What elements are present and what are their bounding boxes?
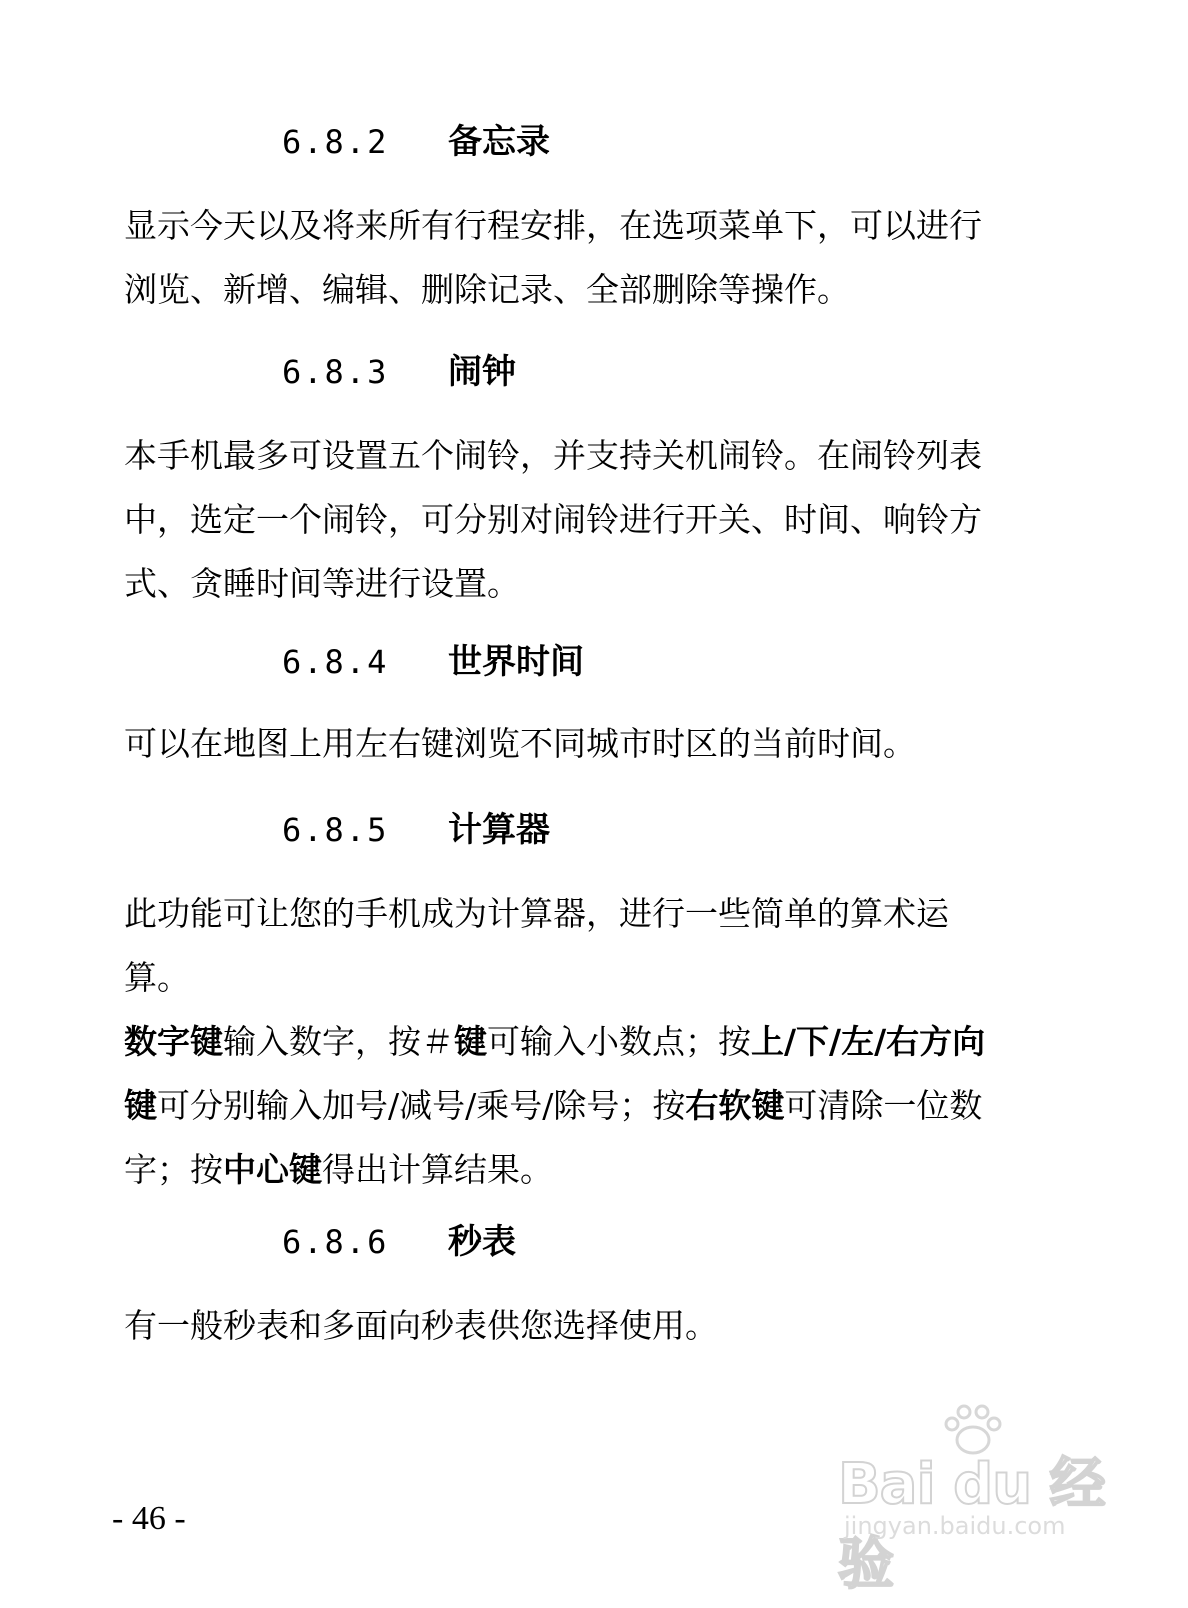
text-run: 中，选定一个闹铃，可分别对闹铃进行开关、时间、响铃方 bbox=[124, 500, 982, 539]
text-run: 字；按 bbox=[124, 1150, 223, 1189]
bold-key-term: 键 bbox=[454, 1022, 487, 1061]
text-run: 得出计算结果。 bbox=[322, 1150, 553, 1189]
section-body bbox=[124, 882, 1054, 1202]
watermark-brand: Bai du 经验 bbox=[838, 1452, 1105, 1597]
section-number: 6.8.6 bbox=[282, 1223, 389, 1261]
text-line bbox=[124, 712, 1054, 776]
bold-key-term: 右软键 bbox=[685, 1086, 785, 1125]
baidu-jingyan-watermark bbox=[838, 1400, 1108, 1597]
text-run: 有一般秒表和多面向秒表供您选择使用。 bbox=[124, 1306, 718, 1345]
text-line bbox=[124, 258, 1054, 322]
section-title: 世界时间 bbox=[448, 642, 584, 682]
text-run: 浏览、新增、编辑、删除记录、全部删除等操作。 bbox=[124, 270, 850, 309]
bold-key-term: 键 bbox=[124, 1086, 157, 1125]
text-run: 算。 bbox=[124, 958, 190, 997]
section-number: 6.8.4 bbox=[282, 643, 389, 681]
text-line bbox=[124, 488, 1054, 552]
section-heading-6-8-2 bbox=[0, 116, 1188, 168]
bold-key-term: 上/下/左/右方向 bbox=[751, 1022, 986, 1061]
text-line bbox=[124, 194, 1054, 258]
section-heading-6-8-5 bbox=[0, 804, 1188, 856]
text-line bbox=[124, 946, 1054, 1010]
section-number: 6.8.2 bbox=[282, 123, 389, 161]
text-line bbox=[124, 1294, 1054, 1358]
section-body bbox=[124, 424, 1054, 616]
section-heading-6-8-4 bbox=[0, 636, 1188, 688]
text-line bbox=[124, 1074, 1054, 1138]
section-heading-6-8-3 bbox=[0, 346, 1188, 398]
section-heading-6-8-6 bbox=[0, 1216, 1188, 1268]
text-run: 可输入小数点；按 bbox=[487, 1022, 751, 1061]
text-run: 本手机最多可设置五个闹铃，并支持关机闹铃。在闹铃列表 bbox=[124, 436, 982, 475]
text-line bbox=[124, 552, 1054, 616]
text-line bbox=[124, 1138, 1054, 1202]
section-title: 闹钟 bbox=[448, 352, 516, 392]
text-run: 可清除一位数 bbox=[784, 1086, 983, 1125]
text-line bbox=[124, 424, 1054, 488]
text-run: 输入数字，按＃ bbox=[223, 1022, 454, 1061]
bold-key-term: 中心键 bbox=[223, 1150, 322, 1189]
text-run: 显示今天以及将来所有行程安排，在选项菜单下，可以进行 bbox=[124, 206, 982, 245]
watermark-url: jingyan.baidu.com bbox=[844, 1512, 1066, 1540]
section-title: 备忘录 bbox=[448, 122, 550, 162]
text-run: 可分别输入加号/减号/乘号/除号；按 bbox=[157, 1086, 686, 1125]
section-body bbox=[124, 194, 1054, 322]
section-body bbox=[124, 712, 1054, 776]
section-title: 秒表 bbox=[448, 1222, 516, 1262]
bold-key-term: 数字键 bbox=[124, 1022, 223, 1061]
section-number: 6.8.5 bbox=[282, 811, 389, 849]
section-title: 计算器 bbox=[448, 810, 550, 850]
text-line bbox=[124, 882, 1054, 946]
text-run: 此功能可让您的手机成为计算器，进行一些简单的算术运 bbox=[124, 894, 949, 933]
text-line bbox=[124, 1010, 1054, 1074]
text-run: 可以在地图上用左右键浏览不同城市时区的当前时间。 bbox=[124, 724, 916, 763]
section-number: 6.8.3 bbox=[282, 353, 389, 391]
section-body bbox=[124, 1294, 1054, 1358]
page-number: - 46 - bbox=[112, 1500, 186, 1537]
text-run: 式、贪睡时间等进行设置。 bbox=[124, 564, 520, 603]
